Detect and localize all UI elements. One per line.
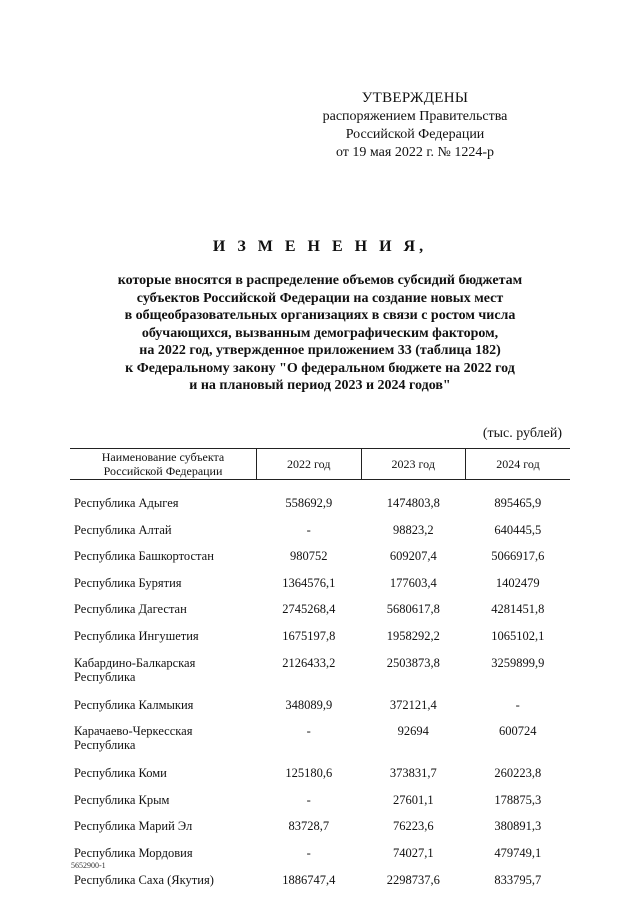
table-row [70, 545, 570, 572]
value-2022: 1886747,4 [282, 872, 336, 887]
heading-line: на 2022 год, утвержденное приложением 33 (таблица 182) [139, 343, 501, 358]
subject-name: Республика Бурятия [74, 575, 182, 590]
table-row [70, 519, 570, 546]
value-2022: 125180,6 [285, 766, 333, 781]
value-2024: 479749,1 [494, 845, 542, 860]
value-2024: 3259899,9 [491, 655, 545, 670]
approval-title: УТВЕРЖДЕНЫ [361, 90, 469, 106]
value-2022: 83728,7 [288, 819, 330, 834]
column-header-2022: 2022 год [257, 449, 362, 480]
table-row [70, 720, 570, 762]
subject-name: Республика Крым [74, 792, 170, 807]
table-header-row [70, 449, 570, 480]
value-2024: 1065102,1 [491, 628, 545, 643]
value-2022: - [306, 792, 311, 807]
value-2024: 600724 [499, 724, 537, 739]
subject-name: Республика Мордовия [74, 845, 193, 860]
value-2022: 1364576,1 [282, 575, 336, 590]
document-title: И З М Е Н Е Н И Я, [212, 238, 428, 255]
value-2024: 833795,7 [494, 872, 542, 887]
table-row [70, 869, 570, 896]
value-2023: 74027,1 [392, 845, 434, 860]
subject-name: Республика Башкортостан [74, 549, 214, 564]
column-header-2024: 2024 год [466, 449, 571, 480]
subject-name: Республика Дагестан [74, 602, 187, 617]
subject-name: Республика Коми [74, 766, 167, 781]
approval-block [285, 88, 545, 162]
subject-name: Республика Адыгея [74, 496, 179, 510]
table-row [70, 789, 570, 816]
subject-name: Республика Калмыкия [74, 697, 194, 712]
value-2022: 558692,9 [285, 496, 333, 510]
value-2024: 260223,8 [494, 766, 542, 781]
subject-name: Республика Алтай [74, 522, 172, 537]
value-2022: - [306, 724, 311, 739]
value-2024: 640445,5 [494, 522, 542, 537]
column-header-subject: Наименование субъекта Российской Федерации [70, 449, 257, 480]
document-code: 5652900-1 [71, 861, 106, 870]
approval-line-1: распоряжением Правительства [322, 109, 508, 124]
value-2024: 4281451,8 [491, 602, 545, 617]
subject-name: Республика Ингушетия [74, 628, 199, 643]
table-row [70, 652, 570, 694]
approval-line-3: от 19 мая 2022 г. № 1224-р [335, 145, 495, 160]
value-2023: 76223,6 [392, 819, 434, 834]
value-2023: 92694 [397, 724, 429, 739]
document-heading [60, 236, 580, 395]
subsidy-table [70, 448, 570, 895]
heading-line: и на плановый период 2023 и 2024 годов" [189, 378, 451, 393]
subject-name: Республика Марий Эл [74, 819, 193, 834]
column-header-2023: 2023 год [361, 449, 466, 480]
value-2023: 372121,4 [389, 697, 437, 712]
heading-line: которые вносятся в распределение объемов субсидий бюджетам [117, 273, 523, 288]
value-2022: - [306, 522, 311, 537]
table-row [70, 625, 570, 652]
heading-line: субъектов Российской Федерации на создание новых мест [136, 290, 504, 306]
value-2023: 2503873,8 [386, 655, 440, 670]
table-row [70, 598, 570, 625]
heading-line: к Федеральному закону "О федеральном бюджете на 2022 год [125, 360, 515, 376]
subject-name: Республика Саха (Якутия) [74, 872, 214, 887]
subject-name: Кабардино-Балкарская Республика [74, 655, 196, 684]
heading-line: в общеобразовательных организациях в связи с ростом числа [124, 308, 516, 323]
value-2024: - [515, 697, 520, 712]
table-row [70, 572, 570, 599]
value-2022: 348089,9 [285, 697, 333, 712]
value-2023: 373831,7 [389, 766, 437, 781]
approval-line-2: Российской Федерации [345, 127, 485, 142]
units-label: (тыс. рублей) [482, 426, 562, 441]
value-2022: 980752 [290, 549, 328, 564]
value-2022: 2745268,4 [282, 602, 336, 617]
value-2022: 2126433,2 [282, 655, 336, 670]
value-2023: 1958292,2 [386, 628, 440, 643]
value-2024: 5066917,6 [491, 549, 545, 564]
value-2023: 1474803,8 [386, 496, 440, 510]
value-2023: 5680617,8 [386, 602, 440, 617]
value-2023: 27601,1 [392, 792, 434, 807]
value-2023: 177603,4 [389, 575, 437, 590]
value-2023: 609207,4 [389, 549, 437, 564]
value-2024: 1402479 [495, 575, 540, 590]
table-row [70, 492, 570, 519]
value-2024: 895465,9 [494, 496, 542, 510]
table-row [70, 842, 570, 869]
value-2023: 98823,2 [392, 522, 434, 537]
subject-name: Карачаево-Черкесская Республика [74, 724, 193, 753]
table-row [70, 694, 570, 721]
heading-line: обучающихся, вызванным демографическим фактором, [141, 325, 499, 341]
value-2022: 1675197,8 [282, 628, 336, 643]
table-row [70, 815, 570, 842]
value-2024: 178875,3 [494, 792, 542, 807]
value-2022: - [306, 845, 311, 860]
table-row [70, 762, 570, 789]
value-2023: 2298737,6 [386, 872, 440, 887]
value-2024: 380891,3 [494, 819, 542, 834]
